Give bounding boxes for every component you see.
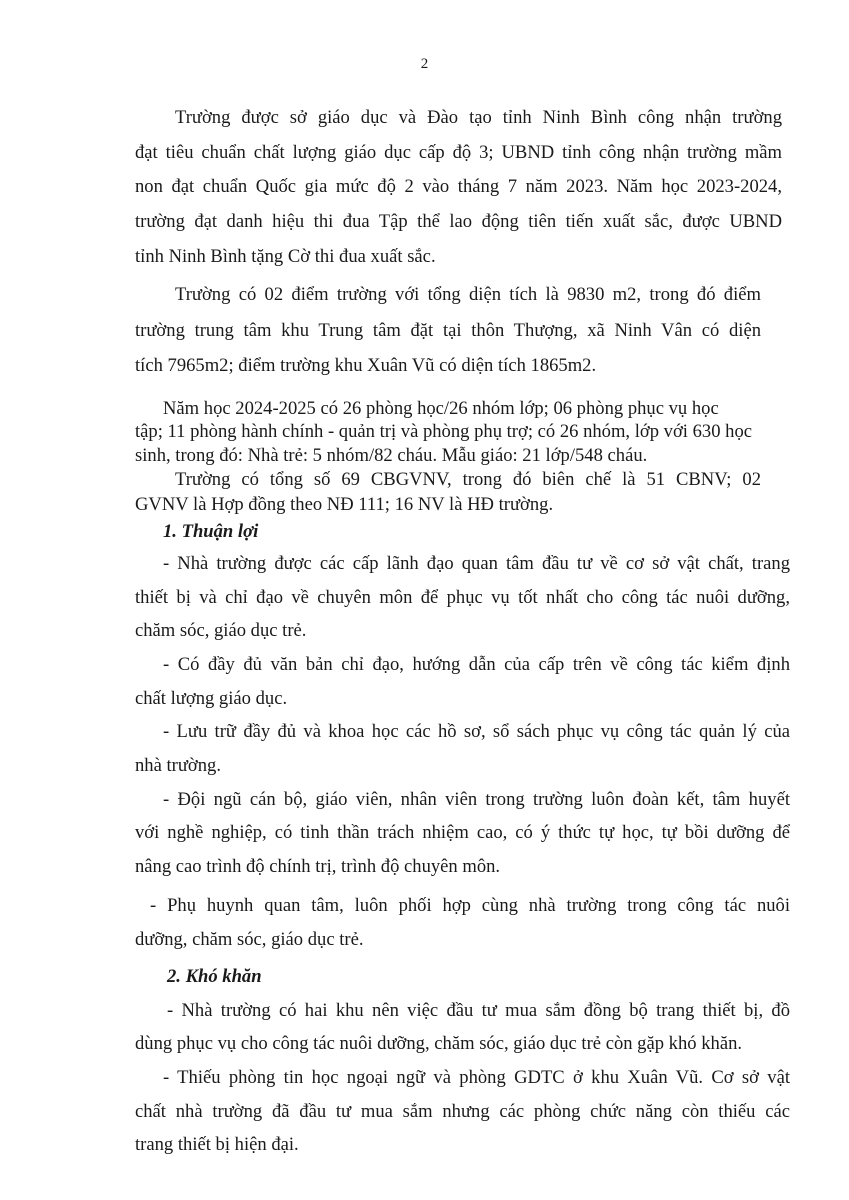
paragraph-line: trường đạt danh hiệu thi đua Tập thể lao động tiên tiến xuất sắc, được UBND	[135, 211, 782, 232]
paragraph-line: trường trung tâm khu Trung tâm đặt tại thôn Thượng, xã Ninh Vân có diện	[135, 320, 761, 341]
list-item-line: - Nhà trường được các cấp lãnh đạo quan tâm đầu tư về cơ sở vật chất, trang	[163, 553, 790, 574]
list-item-line: - Đội ngũ cán bộ, giáo viên, nhân viên trong trường luôn đoàn kết, tâm huyết	[163, 789, 790, 810]
paragraph-line: Trường có tổng số 69 CBGVNV, trong đó biên chế là 51 CBNV; 02	[175, 469, 761, 490]
list-item-line: chăm sóc, giáo dục trẻ.	[135, 620, 307, 641]
paragraph-line: đạt tiêu chuẩn chất lượng giáo dục cấp độ 3; UBND tỉnh công nhận trường mầm	[135, 142, 782, 163]
page-number: 2	[420, 56, 429, 72]
paragraph-line: non đạt chuẩn Quốc gia mức độ 2 vào tháng 7 năm 2023. Năm học 2023-2024,	[135, 176, 782, 197]
list-item-line: với nghề nghiệp, có tinh thần trách nhiệm cao, có ý thức tự học, tự bồi dưỡng để	[135, 822, 790, 843]
list-item-line: chất nhà trường đã đầu tư mua sắm nhưng các phòng chức năng còn thiếu các	[135, 1101, 790, 1122]
paragraph-line: Năm học 2024-2025 có 26 phòng học/26 nhóm lớp; 06 phòng phục vụ học	[163, 398, 719, 419]
list-item-line: dùng phục vụ cho công tác nuôi dưỡng, chăm sóc, giáo dục trẻ còn gặp khó khăn.	[135, 1033, 743, 1054]
paragraph-line: Trường được sở giáo dục và Đào tạo tỉnh Ninh Bình công nhận trường	[175, 107, 782, 128]
paragraph-line: tỉnh Ninh Bình tặng Cờ thi đua xuất sắc.	[135, 246, 436, 267]
list-item-line: dưỡng, chăm sóc, giáo dục trẻ.	[135, 929, 364, 950]
paragraph-line: GVNV là Hợp đồng theo NĐ 111; 16 NV là HĐ trường.	[135, 494, 554, 515]
list-item-line: - Thiếu phòng tin học ngoại ngữ và phòng GDTC ở khu Xuân Vũ. Cơ sở vật	[163, 1067, 790, 1088]
list-item-line: nhà trường.	[135, 755, 222, 776]
paragraph-line: Trường có 02 điểm trường với tổng diện tích là 9830 m2, trong đó điểm	[175, 284, 761, 305]
paragraph-line: sinh, trong đó: Nhà trẻ: 5 nhóm/82 cháu. Mẫu giáo: 21 lớp/548 cháu.	[135, 445, 648, 466]
list-item-line: - Phụ huynh quan tâm, luôn phối hợp cùng nhà trường trong công tác nuôi	[150, 895, 790, 916]
paragraph-line: tích 7965m2; điểm trường khu Xuân Vũ có diện tích 1865m2.	[135, 355, 597, 376]
list-item-line: nâng cao trình độ chính trị, trình độ chuyên môn.	[135, 856, 501, 877]
paragraph-line: tập; 11 phòng hành chính - quản trị và phòng phụ trợ; có 26 nhóm, lớp với 630 học	[135, 421, 753, 442]
section-heading: 1. Thuận lợi	[163, 521, 259, 542]
list-item-line: trang thiết bị hiện đại.	[135, 1134, 299, 1155]
list-item-line: chất lượng giáo dục.	[135, 688, 288, 709]
list-item-line: thiết bị và chỉ đạo về chuyên môn để phục vụ tốt nhất cho công tác nuôi dưỡng,	[135, 587, 790, 608]
section-heading: 2. Khó khăn	[167, 966, 262, 987]
list-item-line: - Nhà trường có hai khu nên việc đầu tư mua sắm đồng bộ trang thiết bị, đồ	[167, 1000, 790, 1021]
list-item-line: - Lưu trữ đầy đủ và khoa học các hồ sơ, sổ sách phục vụ công tác quản lý của	[163, 721, 790, 742]
list-item-line: - Có đầy đủ văn bản chỉ đạo, hướng dẫn của cấp trên về công tác kiểm định	[163, 654, 790, 675]
